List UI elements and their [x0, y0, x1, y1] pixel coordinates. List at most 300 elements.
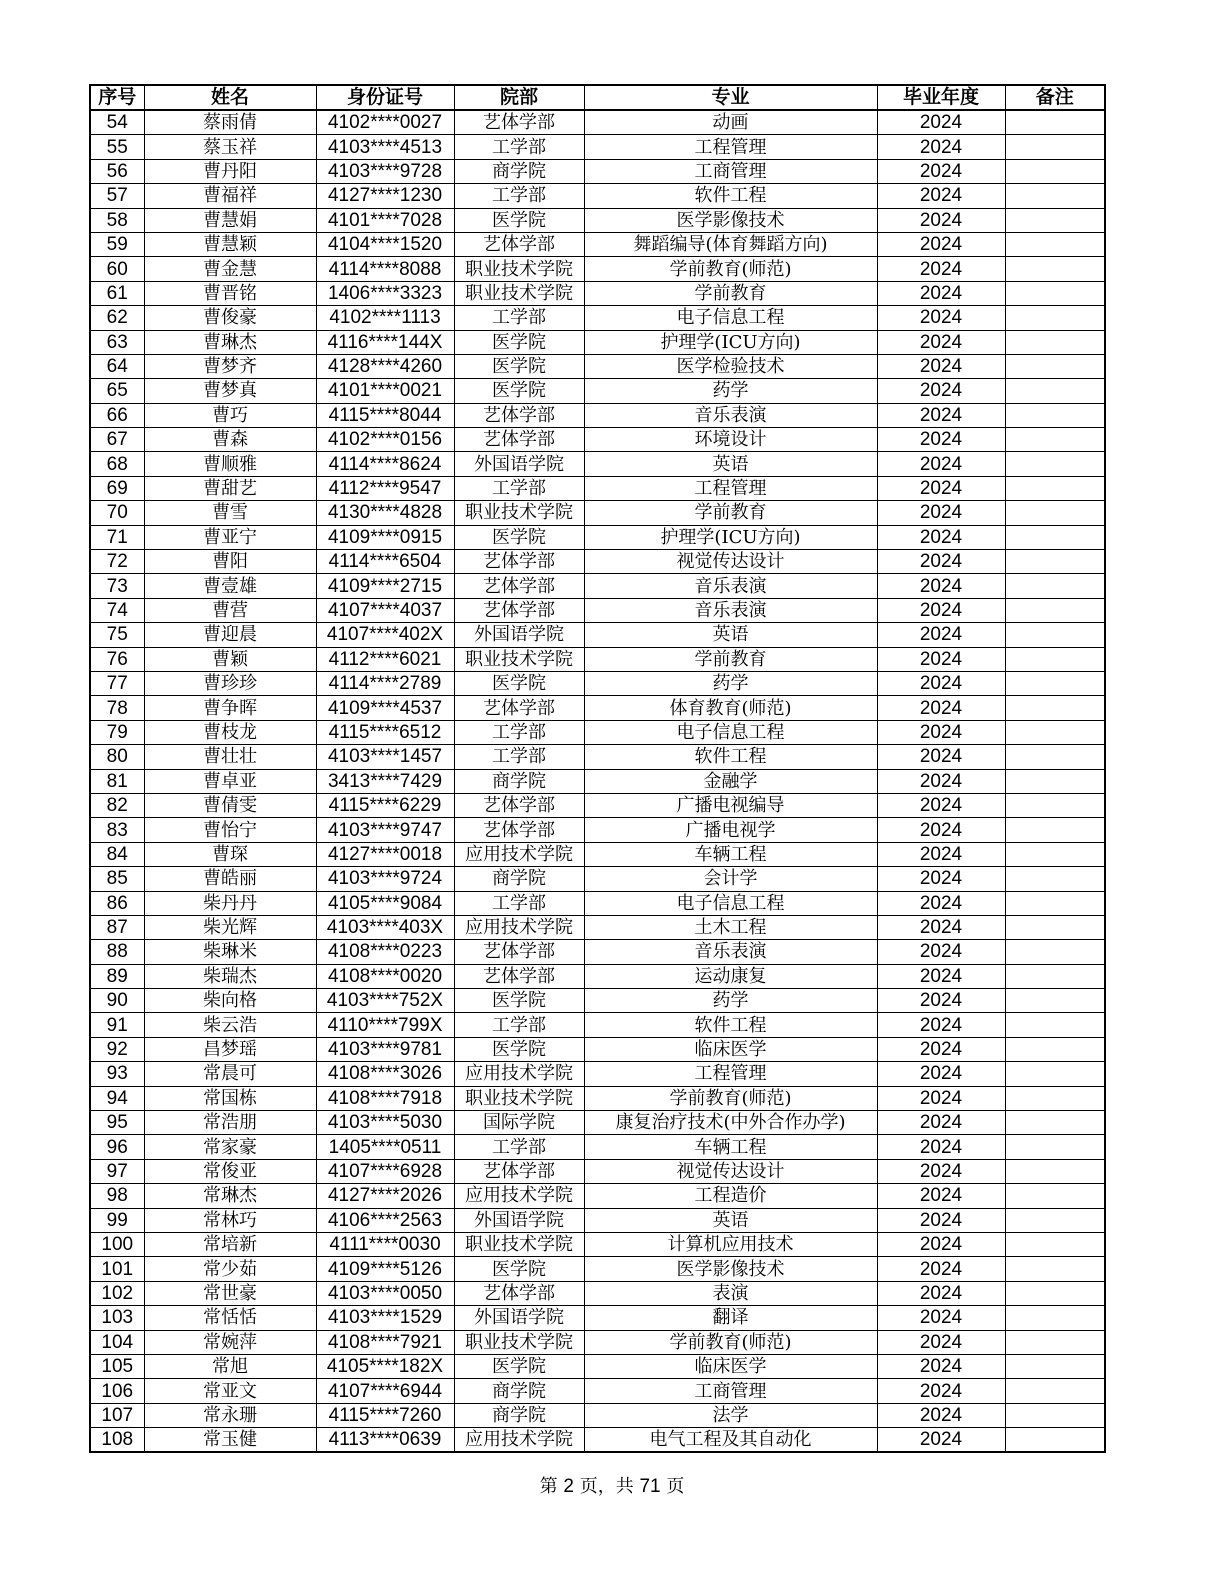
cell-major: 车辆工程: [584, 842, 877, 866]
cell-major: 医学影像技术: [584, 1257, 877, 1281]
cell-major: 视觉传达设计: [584, 550, 877, 574]
cell-id-number: 4108****3026: [316, 1062, 454, 1086]
cell-seq: 73: [90, 574, 144, 598]
table-row: [90, 842, 1105, 866]
cell-graduation-year: 2024: [877, 257, 1005, 281]
cell-name: 常家豪: [144, 1135, 316, 1159]
cell-major: 英语: [584, 623, 877, 647]
cell-remarks: [1005, 550, 1105, 574]
cell-name: 柴丹丹: [144, 891, 316, 915]
cell-department: 艺体学部: [454, 232, 584, 256]
table-row: [90, 940, 1105, 964]
cell-remarks: [1005, 1330, 1105, 1354]
cell-department: 外国语学院: [454, 623, 584, 647]
cell-graduation-year: 2024: [877, 1184, 1005, 1208]
cell-id-number: 4105****9084: [316, 891, 454, 915]
cell-department: 应用技术学院: [454, 1428, 584, 1453]
cell-seq: 74: [90, 598, 144, 622]
table-row: [90, 574, 1105, 598]
cell-id-number: 4114****8088: [316, 257, 454, 281]
cell-name: 蔡玉祥: [144, 135, 316, 159]
cell-name: 常琳杰: [144, 1184, 316, 1208]
cell-seq: 58: [90, 208, 144, 232]
cell-seq: 86: [90, 891, 144, 915]
cell-remarks: [1005, 574, 1105, 598]
table-row: [90, 1306, 1105, 1330]
cell-major: 音乐表演: [584, 940, 877, 964]
cell-seq: 94: [90, 1086, 144, 1110]
cell-seq: 88: [90, 940, 144, 964]
cell-major: 药学: [584, 989, 877, 1013]
cell-department: 工学部: [454, 1135, 584, 1159]
cell-department: 医学院: [454, 989, 584, 1013]
footer-page-number: 2: [563, 1476, 574, 1497]
cell-name: 柴琳米: [144, 940, 316, 964]
cell-remarks: [1005, 671, 1105, 695]
cell-seq: 89: [90, 964, 144, 988]
table-row: [90, 769, 1105, 793]
cell-graduation-year: 2024: [877, 306, 1005, 330]
cell-graduation-year: 2024: [877, 818, 1005, 842]
cell-major: 电子信息工程: [584, 720, 877, 744]
cell-seq: 85: [90, 867, 144, 891]
table-row: [90, 1184, 1105, 1208]
table-row: [90, 891, 1105, 915]
cell-graduation-year: 2024: [877, 1037, 1005, 1061]
cell-major: 运动康复: [584, 964, 877, 988]
header-graduation-year: 毕业年度: [877, 85, 1005, 110]
cell-remarks: [1005, 403, 1105, 427]
cell-graduation-year: 2024: [877, 574, 1005, 598]
table-row: [90, 1281, 1105, 1305]
cell-name: 曹晋铭: [144, 281, 316, 305]
table-row: [90, 671, 1105, 695]
cell-remarks: [1005, 867, 1105, 891]
table-row: [90, 135, 1105, 159]
cell-id-number: 4107****6944: [316, 1379, 454, 1403]
cell-major: 法学: [584, 1403, 877, 1427]
cell-name: 曹壮壮: [144, 745, 316, 769]
cell-major: 软件工程: [584, 1013, 877, 1037]
cell-major: 学前教育: [584, 501, 877, 525]
cell-id-number: 4130****4828: [316, 501, 454, 525]
cell-seq: 61: [90, 281, 144, 305]
table-row: [90, 1403, 1105, 1427]
cell-name: 常国栋: [144, 1086, 316, 1110]
cell-remarks: [1005, 257, 1105, 281]
cell-department: 艺体学部: [454, 550, 584, 574]
header-name: 姓名: [144, 85, 316, 110]
cell-department: 医学院: [454, 208, 584, 232]
table-row: [90, 476, 1105, 500]
cell-seq: 108: [90, 1428, 144, 1453]
cell-department: 职业技术学院: [454, 1330, 584, 1354]
cell-name: 常培新: [144, 1232, 316, 1256]
cell-seq: 87: [90, 915, 144, 939]
cell-id-number: 4102****1113: [316, 306, 454, 330]
cell-seq: 81: [90, 769, 144, 793]
cell-major: 金融学: [584, 769, 877, 793]
cell-name: 常婉萍: [144, 1330, 316, 1354]
cell-name: 常玉健: [144, 1428, 316, 1453]
table-row: [90, 598, 1105, 622]
cell-id-number: 4103****9781: [316, 1037, 454, 1061]
cell-name: 常永珊: [144, 1403, 316, 1427]
header-department: 院部: [454, 85, 584, 110]
table-header-row: [90, 85, 1105, 110]
cell-remarks: [1005, 989, 1105, 1013]
cell-graduation-year: 2024: [877, 1013, 1005, 1037]
footer-middle: 页，共: [579, 1476, 634, 1497]
cell-name: 蔡雨倩: [144, 110, 316, 135]
cell-seq: 67: [90, 428, 144, 452]
cell-major: 工程管理: [584, 476, 877, 500]
table-row: [90, 1208, 1105, 1232]
table-row: [90, 1135, 1105, 1159]
table-row: [90, 208, 1105, 232]
cell-remarks: [1005, 110, 1105, 135]
table-row: [90, 793, 1105, 817]
cell-department: 艺体学部: [454, 1159, 584, 1183]
cell-seq: 60: [90, 257, 144, 281]
cell-graduation-year: 2024: [877, 232, 1005, 256]
cell-id-number: 4114****2789: [316, 671, 454, 695]
cell-seq: 97: [90, 1159, 144, 1183]
cell-seq: 100: [90, 1232, 144, 1256]
cell-major: 音乐表演: [584, 574, 877, 598]
cell-remarks: [1005, 1062, 1105, 1086]
cell-name: 曹梦齐: [144, 354, 316, 378]
cell-name: 常世豪: [144, 1281, 316, 1305]
cell-department: 医学院: [454, 525, 584, 549]
table-row: [90, 964, 1105, 988]
table-row: [90, 989, 1105, 1013]
cell-graduation-year: 2024: [877, 159, 1005, 183]
cell-name: 常晨可: [144, 1062, 316, 1086]
cell-graduation-year: 2024: [877, 793, 1005, 817]
cell-id-number: 4105****182X: [316, 1354, 454, 1378]
cell-department: 工学部: [454, 184, 584, 208]
cell-name: 曹慧娟: [144, 208, 316, 232]
cell-seq: 103: [90, 1306, 144, 1330]
cell-department: 应用技术学院: [454, 915, 584, 939]
cell-id-number: 4102****0156: [316, 428, 454, 452]
cell-seq: 96: [90, 1135, 144, 1159]
table-row: [90, 330, 1105, 354]
cell-department: 职业技术学院: [454, 1232, 584, 1256]
cell-id-number: 4103****1529: [316, 1306, 454, 1330]
table-row: [90, 745, 1105, 769]
cell-major: 学前教育(师范): [584, 1330, 877, 1354]
cell-seq: 79: [90, 720, 144, 744]
cell-graduation-year: 2024: [877, 1257, 1005, 1281]
cell-id-number: 4103****1457: [316, 745, 454, 769]
cell-major: 临床医学: [584, 1037, 877, 1061]
cell-remarks: [1005, 598, 1105, 622]
cell-graduation-year: 2024: [877, 379, 1005, 403]
cell-id-number: 4108****0020: [316, 964, 454, 988]
cell-seq: 102: [90, 1281, 144, 1305]
cell-major: 翻译: [584, 1306, 877, 1330]
cell-department: 应用技术学院: [454, 1062, 584, 1086]
cell-department: 外国语学院: [454, 452, 584, 476]
cell-major: 广播电视编导: [584, 793, 877, 817]
cell-department: 艺体学部: [454, 818, 584, 842]
cell-seq: 76: [90, 647, 144, 671]
cell-graduation-year: 2024: [877, 842, 1005, 866]
cell-remarks: [1005, 452, 1105, 476]
footer-prefix: 第: [539, 1476, 558, 1497]
cell-major: 康复治疗技术(中外合作办学): [584, 1111, 877, 1135]
cell-major: 工商管理: [584, 1379, 877, 1403]
cell-id-number: 4111****0030: [316, 1232, 454, 1256]
cell-name: 曹营: [144, 598, 316, 622]
cell-graduation-year: 2024: [877, 1403, 1005, 1427]
cell-major: 药学: [584, 671, 877, 695]
cell-department: 职业技术学院: [454, 1086, 584, 1110]
cell-remarks: [1005, 696, 1105, 720]
cell-name: 曹顺雅: [144, 452, 316, 476]
cell-id-number: 4103****0050: [316, 1281, 454, 1305]
cell-remarks: [1005, 940, 1105, 964]
cell-seq: 107: [90, 1403, 144, 1427]
cell-remarks: [1005, 769, 1105, 793]
cell-name: 曹慧颖: [144, 232, 316, 256]
cell-name: 曹怡宁: [144, 818, 316, 842]
cell-graduation-year: 2024: [877, 891, 1005, 915]
table-row: [90, 623, 1105, 647]
table-row: [90, 525, 1105, 549]
cell-id-number: 4109****2715: [316, 574, 454, 598]
cell-major: 医学影像技术: [584, 208, 877, 232]
cell-department: 商学院: [454, 1379, 584, 1403]
cell-graduation-year: 2024: [877, 403, 1005, 427]
cell-major: 药学: [584, 379, 877, 403]
cell-remarks: [1005, 135, 1105, 159]
cell-remarks: [1005, 501, 1105, 525]
cell-graduation-year: 2024: [877, 598, 1005, 622]
cell-department: 医学院: [454, 1037, 584, 1061]
cell-name: 昌梦瑶: [144, 1037, 316, 1061]
cell-remarks: [1005, 1037, 1105, 1061]
cell-name: 曹巧: [144, 403, 316, 427]
cell-major: 音乐表演: [584, 403, 877, 427]
cell-remarks: [1005, 842, 1105, 866]
table-row: [90, 1428, 1105, 1453]
cell-remarks: [1005, 1281, 1105, 1305]
cell-major: 环境设计: [584, 428, 877, 452]
cell-department: 工学部: [454, 891, 584, 915]
cell-department: 医学院: [454, 671, 584, 695]
cell-major: 土木工程: [584, 915, 877, 939]
cell-department: 医学院: [454, 379, 584, 403]
cell-major: 护理学(ICU方向): [584, 525, 877, 549]
cell-seq: 101: [90, 1257, 144, 1281]
cell-graduation-year: 2024: [877, 1111, 1005, 1135]
cell-graduation-year: 2024: [877, 647, 1005, 671]
cell-remarks: [1005, 1428, 1105, 1453]
cell-remarks: [1005, 184, 1105, 208]
cell-id-number: 4114****6504: [316, 550, 454, 574]
cell-id-number: 4115****7260: [316, 1403, 454, 1427]
table-row: [90, 306, 1105, 330]
cell-id-number: 4113****0639: [316, 1428, 454, 1453]
table-row: [90, 915, 1105, 939]
cell-major: 车辆工程: [584, 1135, 877, 1159]
cell-graduation-year: 2024: [877, 964, 1005, 988]
cell-major: 学前教育(师范): [584, 1086, 877, 1110]
cell-major: 学前教育: [584, 647, 877, 671]
cell-major: 英语: [584, 452, 877, 476]
cell-name: 曹阳: [144, 550, 316, 574]
cell-department: 工学部: [454, 476, 584, 500]
cell-remarks: [1005, 306, 1105, 330]
cell-department: 艺体学部: [454, 940, 584, 964]
cell-remarks: [1005, 525, 1105, 549]
cell-id-number: 4112****9547: [316, 476, 454, 500]
cell-name: 曹倩雯: [144, 793, 316, 817]
table-row: [90, 720, 1105, 744]
table-row: [90, 501, 1105, 525]
cell-remarks: [1005, 208, 1105, 232]
cell-name: 曹琛: [144, 842, 316, 866]
cell-graduation-year: 2024: [877, 769, 1005, 793]
cell-id-number: 4107****6928: [316, 1159, 454, 1183]
cell-seq: 59: [90, 232, 144, 256]
cell-name: 曹琳杰: [144, 330, 316, 354]
cell-major: 舞蹈编导(体育舞蹈方向): [584, 232, 877, 256]
cell-id-number: 4110****799X: [316, 1013, 454, 1037]
cell-seq: 65: [90, 379, 144, 403]
cell-seq: 98: [90, 1184, 144, 1208]
cell-department: 艺体学部: [454, 598, 584, 622]
cell-seq: 64: [90, 354, 144, 378]
cell-seq: 99: [90, 1208, 144, 1232]
cell-name: 曹福祥: [144, 184, 316, 208]
cell-remarks: [1005, 476, 1105, 500]
header-remarks: 备注: [1005, 85, 1105, 110]
cell-remarks: [1005, 354, 1105, 378]
cell-name: 曹甜艺: [144, 476, 316, 500]
cell-seq: 71: [90, 525, 144, 549]
cell-id-number: 4115****6512: [316, 720, 454, 744]
graduate-roster-table: [89, 84, 1106, 1453]
table-row: [90, 1232, 1105, 1256]
cell-id-number: 4101****0021: [316, 379, 454, 403]
cell-graduation-year: 2024: [877, 476, 1005, 500]
cell-department: 工学部: [454, 135, 584, 159]
table-row: [90, 1330, 1105, 1354]
cell-name: 曹俊豪: [144, 306, 316, 330]
table-row: [90, 1111, 1105, 1135]
cell-graduation-year: 2024: [877, 671, 1005, 695]
cell-id-number: 4104****1520: [316, 232, 454, 256]
cell-name: 曹金慧: [144, 257, 316, 281]
cell-id-number: 4109****5126: [316, 1257, 454, 1281]
cell-remarks: [1005, 1257, 1105, 1281]
cell-name: 曹森: [144, 428, 316, 452]
cell-department: 医学院: [454, 1257, 584, 1281]
cell-name: 常亚文: [144, 1379, 316, 1403]
cell-department: 工学部: [454, 720, 584, 744]
cell-graduation-year: 2024: [877, 525, 1005, 549]
cell-remarks: [1005, 1379, 1105, 1403]
cell-remarks: [1005, 232, 1105, 256]
cell-name: 曹珍珍: [144, 671, 316, 695]
cell-graduation-year: 2024: [877, 354, 1005, 378]
cell-graduation-year: 2024: [877, 184, 1005, 208]
cell-id-number: 3413****7429: [316, 769, 454, 793]
cell-name: 常旭: [144, 1354, 316, 1378]
cell-major: 工程造价: [584, 1184, 877, 1208]
cell-name: 曹卓亚: [144, 769, 316, 793]
cell-seq: 77: [90, 671, 144, 695]
cell-graduation-year: 2024: [877, 1135, 1005, 1159]
cell-id-number: 4127****2026: [316, 1184, 454, 1208]
cell-seq: 66: [90, 403, 144, 427]
cell-department: 外国语学院: [454, 1306, 584, 1330]
cell-remarks: [1005, 1013, 1105, 1037]
cell-graduation-year: 2024: [877, 696, 1005, 720]
cell-major: 表演: [584, 1281, 877, 1305]
cell-department: 应用技术学院: [454, 842, 584, 866]
table-row: [90, 818, 1105, 842]
cell-department: 商学院: [454, 769, 584, 793]
cell-major: 护理学(ICU方向): [584, 330, 877, 354]
cell-name: 曹壹雄: [144, 574, 316, 598]
cell-name: 常林巧: [144, 1208, 316, 1232]
table-row: [90, 550, 1105, 574]
cell-department: 职业技术学院: [454, 281, 584, 305]
table-row: [90, 354, 1105, 378]
cell-department: 艺体学部: [454, 428, 584, 452]
cell-name: 柴瑞杰: [144, 964, 316, 988]
cell-remarks: [1005, 623, 1105, 647]
cell-major: 计算机应用技术: [584, 1232, 877, 1256]
cell-remarks: [1005, 793, 1105, 817]
cell-remarks: [1005, 745, 1105, 769]
cell-major: 学前教育: [584, 281, 877, 305]
cell-major: 临床医学: [584, 1354, 877, 1378]
cell-department: 商学院: [454, 867, 584, 891]
cell-major: 电子信息工程: [584, 306, 877, 330]
table-row: [90, 159, 1105, 183]
cell-department: 艺体学部: [454, 964, 584, 988]
cell-remarks: [1005, 818, 1105, 842]
table-row: [90, 1086, 1105, 1110]
footer-total-pages: 71: [639, 1476, 661, 1497]
cell-graduation-year: 2024: [877, 745, 1005, 769]
cell-graduation-year: 2024: [877, 867, 1005, 891]
cell-seq: 80: [90, 745, 144, 769]
cell-seq: 55: [90, 135, 144, 159]
cell-id-number: 4101****7028: [316, 208, 454, 232]
cell-remarks: [1005, 915, 1105, 939]
cell-department: 职业技术学院: [454, 501, 584, 525]
cell-department: 工学部: [454, 745, 584, 769]
cell-name: 曹皓丽: [144, 867, 316, 891]
cell-graduation-year: 2024: [877, 452, 1005, 476]
table-row: [90, 1013, 1105, 1037]
cell-graduation-year: 2024: [877, 720, 1005, 744]
cell-id-number: 4109****4537: [316, 696, 454, 720]
cell-graduation-year: 2024: [877, 1159, 1005, 1183]
cell-seq: 83: [90, 818, 144, 842]
cell-name: 曹亚宁: [144, 525, 316, 549]
cell-id-number: 1406****3323: [316, 281, 454, 305]
cell-id-number: 4112****6021: [316, 647, 454, 671]
cell-major: 学前教育(师范): [584, 257, 877, 281]
